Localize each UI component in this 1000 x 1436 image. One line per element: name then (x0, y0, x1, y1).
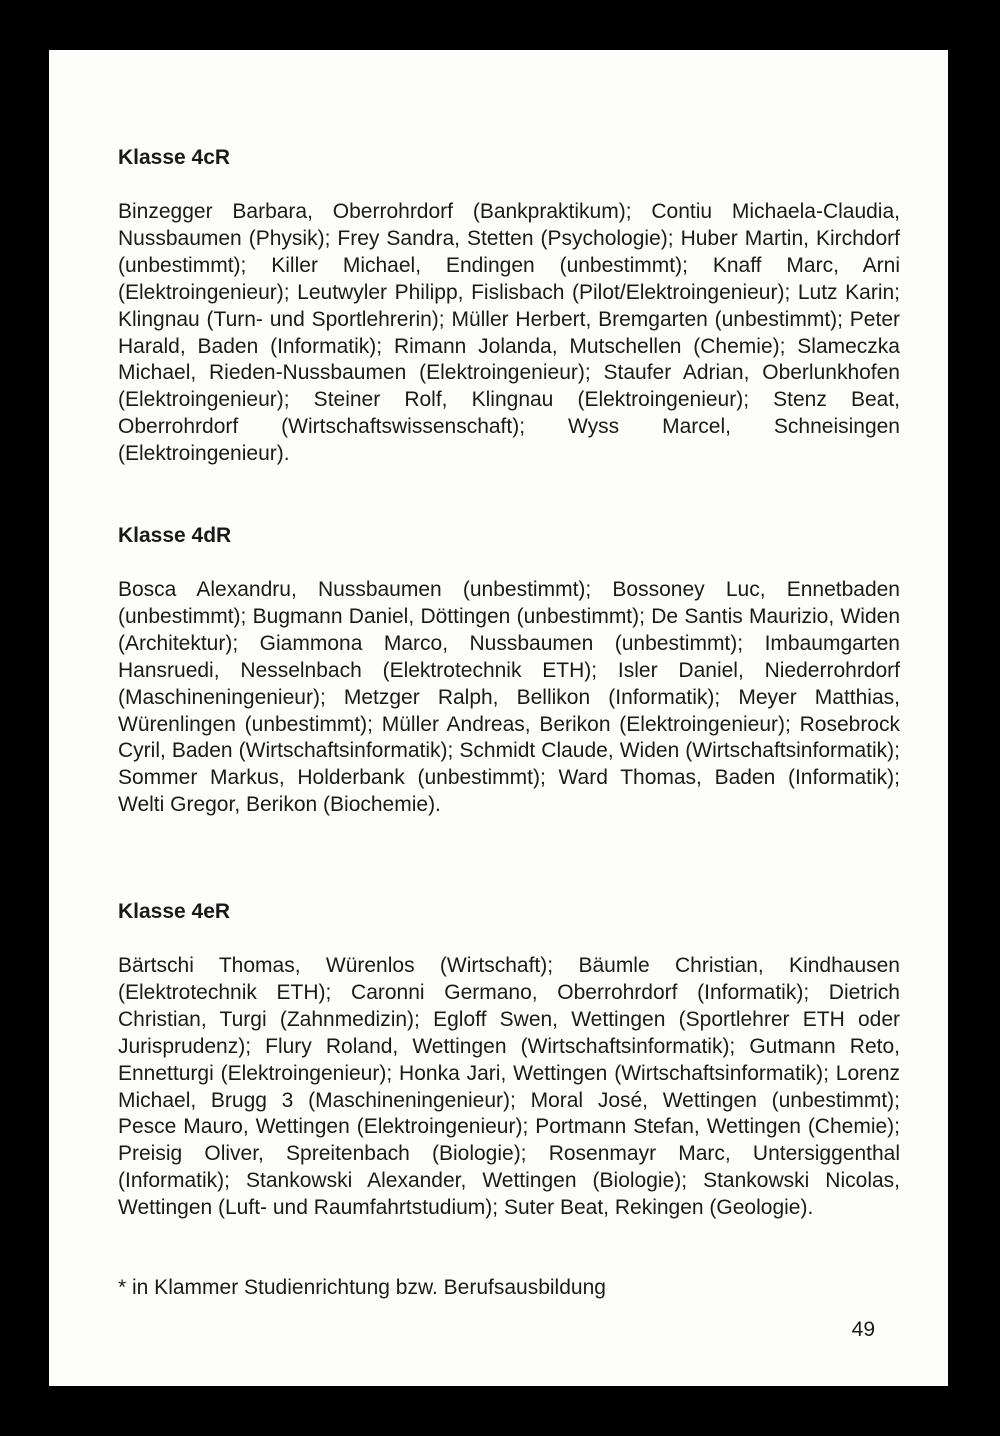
section-klasse-4dr (118, 522, 900, 819)
section-klasse-4er (118, 898, 900, 1222)
section-body: Bärtschi Thomas, Würenlos (Wirtschaft); Bäumle Christian, Kindhausen (Elektrotechnik ETH); Caronni Germano, Oberrohrdorf (Informatik); Dietrich Christian, Turgi (Zahnmedizin); Egloff Swen, Wettingen (Sportlehrer ETH oder Jurisprudenz); Flury Roland, Wettingen (Wirtschaftsinformatik); Gutmann Reto, Ennetturgi (Elektroingenieur); Honka Jari, Wettingen (Wirtschaftsinformatik); Lorenz Michael, Brugg 3 (Maschineningenieur); Moral José, Wettingen (unbestimmt); Pesce Mauro, Wettingen (Elektroingenieur); Portmann Stefan, Wettingen (Chemie); Preisig Oliver, Spreitenbach (Biologie); Rosenmayr Marc, Untersiggenthal (Informatik); Stankowski Alexander, Wettingen (Biologie); Stankowski Nicolas, Wettingen (Luft- und Raumfahrtstudium); Suter Beat, Rekingen (Geologie). (118, 954, 900, 1220)
footnote: * in Klammer Studienrichtung bzw. Berufsausbildung (118, 1276, 606, 1299)
document-page (49, 50, 948, 1386)
section-heading: Klasse 4eR (118, 900, 231, 923)
section-body: Binzegger Barbara, Oberrohrdorf (Bankpraktikum); Contiu Michaela-Claudia, Nussbaumen (Physik); Frey Sandra, Stetten (Psychologie); Huber Martin, Kirchdorf (unbestimmt); Killer Michael, Endingen (unbestimmt); Knaff Marc, Arni (Elektroingenieur); Leutwyler Philipp, Fislisbach (Pilot/Elektroingenieur); Lutz Karin; Klingnau (Turn- und Sportlehrerin); Müller Herbert, Bremgarten (unbestimmt); Peter Harald, Baden (Informatik); Rimann Jolanda, Mutschellen (Chemie); Slameczka Michael, Rieden-Nussbaumen (Elektroingenieur); Staufer Adrian, Oberlunkhofen (Elektroingenieur); Steiner Rolf, Klingnau (Elektroingenieur); Stenz Beat, Oberrohrdorf (Wirtschaftswissenschaft); Wyss Marcel, Schneisingen (Elektroingenieur). (118, 200, 900, 466)
section-body: Bosca Alexandru, Nussbaumen (unbestimmt); Bossoney Luc, Ennetbaden (unbestimmt); Bugmann Daniel, Döttingen (unbestimmt); De Santis Maurizio, Widen (Architektur); Giammona Marco, Nussbaumen (unbestimmt); Imbaumgarten Hansruedi, Nesselnbach (Elektrotechnik ETH); Isler Daniel, Niederrohrdorf (Maschineningenieur); Metzger Ralph, Bellikon (Informatik); Meyer Matthias, Würenlingen (unbestimmt); Müller Andreas, Berikon (Elektroingenieur); Rosebrock Cyril, Baden (Wirtschaftsinformatik); Schmidt Claude, Widen (Wirtschaftsinformatik); Sommer Markus, Holderbank (unbestimmt); Ward Thomas, Baden (Informatik); Welti Gregor, Berikon (Biochemie). (118, 578, 900, 817)
section-heading: Klasse 4cR (118, 146, 231, 169)
section-klasse-4cr (118, 144, 900, 468)
page-number: 49 (851, 1318, 875, 1341)
section-heading: Klasse 4dR (118, 524, 232, 547)
